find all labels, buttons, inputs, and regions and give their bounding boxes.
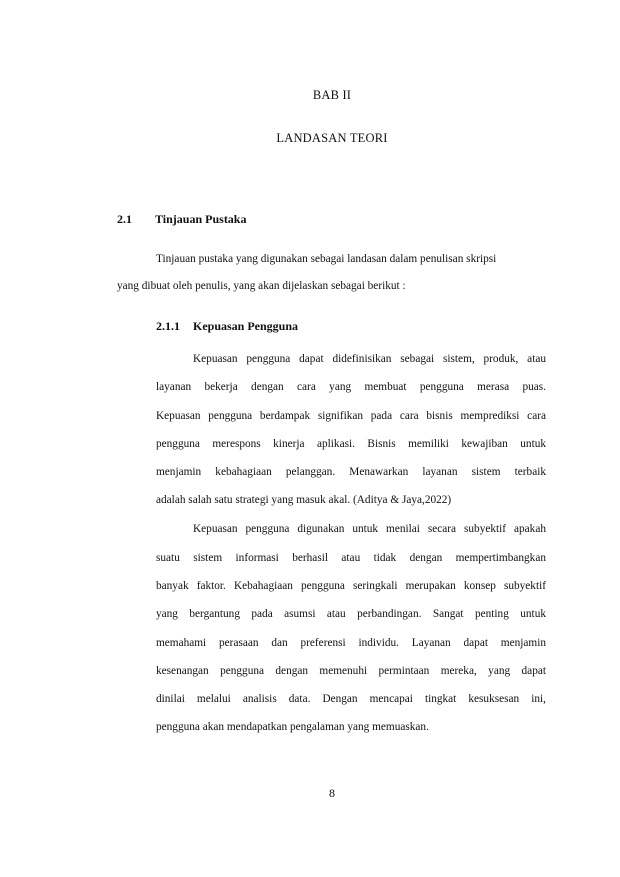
paragraph-1-line-4: pengguna merespons kinerja aplikasi. Bisnis memiliki kewajiban untuk [156,438,546,450]
section-2-1-line-1: Tinjauan pustaka yang digunakan sebagai landasan dalam penulisan skripsi [156,253,497,265]
section-2-1-line-2: yang dibuat oleh penulis, yang akan dijelaskan sebagai berikut : [117,280,406,292]
paragraph-1-line-3: Kepuasan pengguna berdampak signifikan pada cara bisnis memprediksi cara [156,410,546,422]
section-title-2-1: Tinjauan Pustaka [155,212,247,226]
section-number-2-1: 2.1 [117,212,132,226]
paragraph-1-line-1: Kepuasan pengguna dapat didefinisikan sebagai sistem, produk, atau [193,353,546,365]
paragraph-1-line-5: menjamin kebahagiaan pelanggan. Menawarkan layanan sistem terbaik [156,466,546,478]
chapter-title: LANDASAN TEORI [276,131,388,145]
paragraph-1-line-6: adalah salah satu strategi yang masuk akal. (Aditya & Jaya,2022) [156,494,452,506]
paragraph-2-line-2: suatu sistem informasi berhasil atau tidak dengan mempertimbangkan [156,552,546,564]
section-title-2-1-1: Kepuasan Pengguna [193,319,299,333]
paragraph-2-line-3: banyak faktor. Kebahagiaan pengguna seringkali merupakan konsep subyektif [156,580,546,592]
paragraph-2-line-6: kesenangan pengguna dengan memenuhi permintaan mereka, yang dapat [156,665,546,677]
page-number: 8 [329,786,335,800]
section-number-2-1-1: 2.1.1 [156,319,180,333]
paragraph-2-line-5: memahami perasaan dan preferensi individu. Layanan dapat menjamin [156,637,546,649]
paragraph-2-line-1: Kepuasan pengguna digunakan untuk menilai secara subyektif apakah [193,523,546,535]
paragraph-2-line-8: pengguna akan mendapatkan pengalaman yang memuaskan. [156,721,429,733]
paragraph-2-line-4: yang bergantung pada asumsi atau perbandingan. Sangat penting untuk [156,608,546,620]
paragraph-1-line-2: layanan bekerja dengan cara yang membuat pengguna merasa puas. [156,381,546,393]
chapter-label: BAB II [312,88,352,102]
paragraph-2-line-7: dinilai melalui analisis data. Dengan mencapai tingkat kesuksesan ini, [156,693,546,705]
